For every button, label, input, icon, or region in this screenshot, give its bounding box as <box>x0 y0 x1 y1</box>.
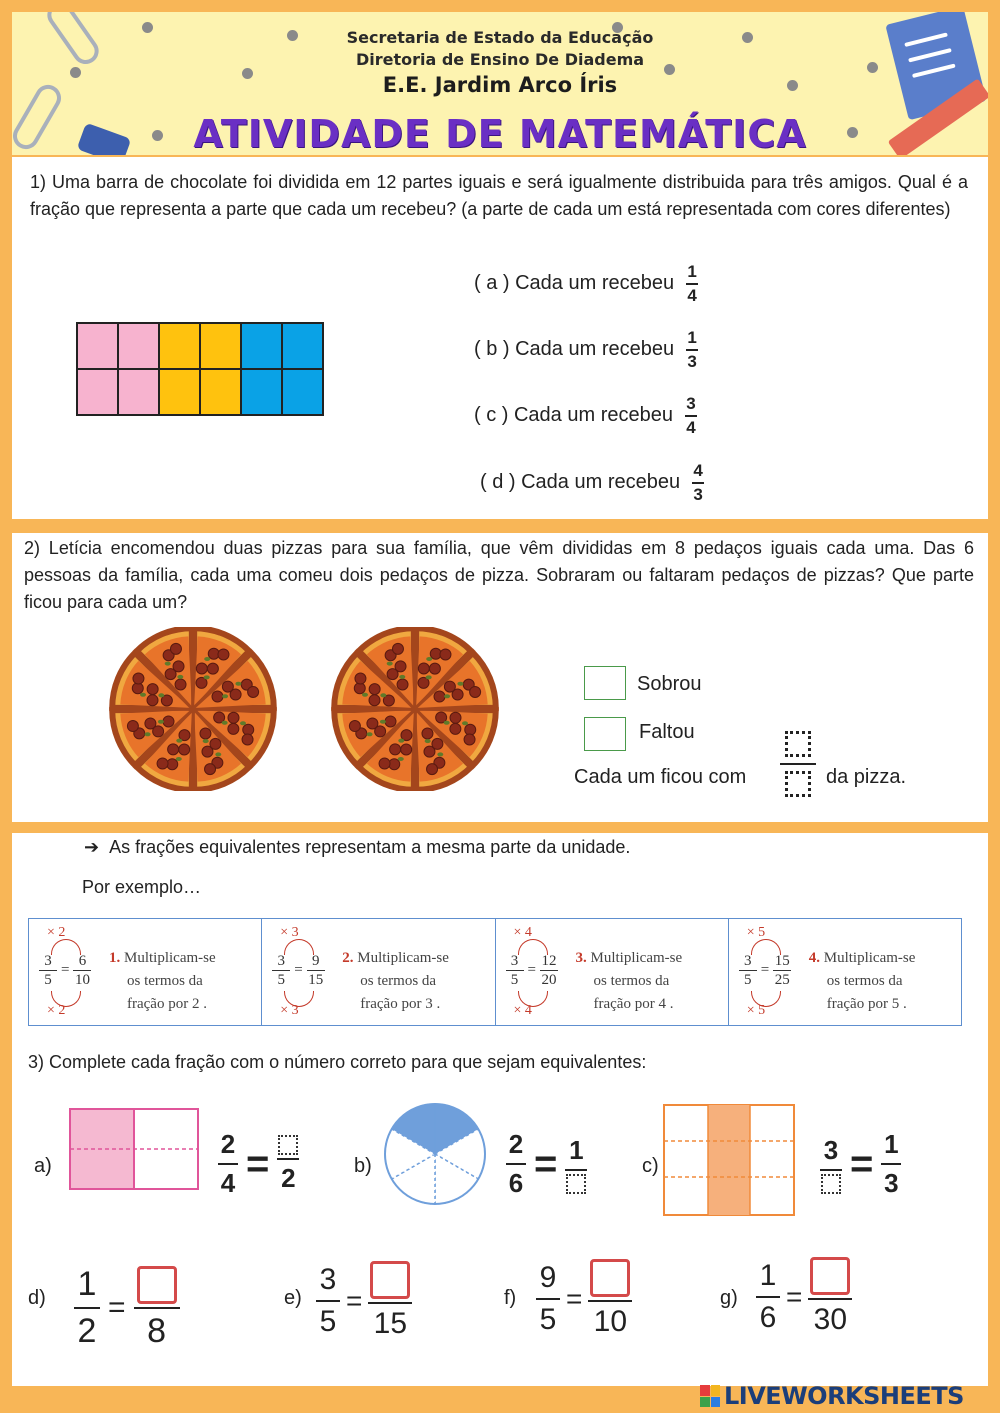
chocolate-piece <box>200 323 241 369</box>
multiplier-top: × 2 <box>47 925 66 940</box>
item-a-equation: 2 4 = 2 <box>218 1129 299 1199</box>
multiplier-bottom: × 4 <box>513 1003 532 1018</box>
option-d[interactable] <box>480 462 704 504</box>
item-d-label: d) <box>28 1287 46 1309</box>
chocolate-piece <box>282 323 323 369</box>
chocolate-piece <box>241 323 282 369</box>
multiplier-top: × 4 <box>513 925 532 940</box>
chocolate-piece <box>282 369 323 415</box>
pizza-2-image <box>320 627 510 791</box>
faltou-checkbox[interactable] <box>584 717 626 751</box>
example-equation: 3 5 = 15 25 <box>739 953 791 988</box>
option-b[interactable] <box>474 329 698 371</box>
chocolate-piece <box>159 323 200 369</box>
watermark-text: LIVEWORKSHEETS <box>724 1382 964 1410</box>
option-a-label: ( a ) Cada um recebeu <box>474 272 675 295</box>
example-cell <box>729 919 961 1025</box>
item-f-equation: 9 5 = 10 <box>536 1259 632 1339</box>
item-c-label: c) <box>642 1155 659 1177</box>
option-a-fraction: $\frac{1}{4}$ <box>687 262 697 305</box>
item-g-equation: 1 6 = 30 <box>756 1257 852 1337</box>
example-cell <box>262 919 495 1025</box>
example-description: 1. Multiplicam-se os termos da fração por 2 . <box>109 950 216 1012</box>
example-description: 3. Multiplicam-se os termos da fração por 4 . <box>575 950 683 1012</box>
multiplier-bottom: × 3 <box>280 1003 299 1018</box>
item-f-label: f) <box>504 1287 517 1309</box>
item-d-equation: 1 2 = 8 <box>74 1265 180 1351</box>
chocolate-piece <box>200 369 241 415</box>
example-equation: 3 5 = 6 10 <box>39 953 91 988</box>
example-equation: 3 5 = 9 15 <box>272 953 324 988</box>
item-e-equation: 3 5 = 15 <box>316 1261 412 1341</box>
item-c-rectangle-image <box>662 1103 798 1219</box>
item-a-answer-input[interactable] <box>278 1135 298 1155</box>
question-2-text: 2) Letícia encomendou duas pizzas para sua família, que vêm divididas em 8 pedaços iguais cada uma. Das 6 pessoas da família, cada uma comeu dois pedaços de pizza. Sobraram ou faltaram pedaços de pizzas? Que parte ficou para cada um? <box>24 538 974 612</box>
liveworksheets-watermark <box>700 1382 964 1410</box>
info-statement <box>84 837 630 858</box>
page-title: ATIVIDADE DE MATEMÁTICA <box>193 112 807 155</box>
option-c-label: ( c ) Cada um recebeu <box>474 404 673 427</box>
example-description: 4. Multiplicam-se os termos da fração por 5 . <box>808 950 916 1012</box>
question-1-text: 1) Uma barra de chocolate foi dividida em 12 partes iguais e será igualmente distribuida para três amigos. Qual é a fração que representa a parte que cada um recebeu? (a parte de cada um está representada com cores diferentes) <box>30 172 968 219</box>
header-line-2: Diretoria de Ensino De Diadema <box>355 50 645 69</box>
option-b-label: ( b ) Cada um recebeu <box>474 338 675 361</box>
sobrou-checkbox[interactable] <box>584 666 626 700</box>
example-equation: 3 5 = 12 20 <box>506 953 558 988</box>
item-b-equation: 2 6 = 1 <box>506 1129 587 1199</box>
item-c-equation: 3 = 1 3 <box>820 1129 901 1199</box>
question-2-panel <box>12 533 988 822</box>
option-a[interactable] <box>474 263 698 305</box>
question-3-panel <box>12 833 988 1386</box>
faltou-label: Faltou <box>639 721 695 743</box>
chocolate-piece <box>241 369 282 415</box>
item-g-label: g) <box>720 1287 738 1309</box>
multiplier-bottom: × 5 <box>746 1003 766 1018</box>
chocolate-piece <box>77 369 118 415</box>
option-d-fraction: $\frac{4}{3}$ <box>693 461 703 504</box>
worksheet-header <box>12 12 988 155</box>
chocolate-piece <box>118 369 159 415</box>
option-c[interactable] <box>474 395 697 437</box>
multiplier-top: × 3 <box>280 925 299 940</box>
item-g-answer-input[interactable] <box>810 1257 850 1295</box>
arrow-icon: ➔ <box>84 837 100 857</box>
item-a-label: a) <box>34 1155 52 1177</box>
item-d-answer-input[interactable] <box>137 1266 177 1304</box>
item-e-answer-input[interactable] <box>370 1261 410 1299</box>
question-1-panel <box>12 157 988 519</box>
item-f-answer-input[interactable] <box>590 1259 630 1297</box>
chocolate-bar <box>76 322 324 416</box>
answer-suffix: da pizza. <box>826 766 907 788</box>
school-name: E.E. Jardim Arco Íris <box>382 73 618 97</box>
denominator-input[interactable] <box>785 771 811 797</box>
option-c-fraction: $\frac{3}{4}$ <box>686 394 696 437</box>
header-line-1: Secretaria de Estado da Educação <box>346 28 654 47</box>
answer-prefix: Cada um ficou com <box>574 766 747 788</box>
chocolate-piece <box>77 323 118 369</box>
example-cell <box>29 919 262 1025</box>
liveworksheets-logo-icon <box>700 1385 720 1407</box>
example-description: 2. Multiplicam-se os termos da fração por 3 . <box>342 950 449 1012</box>
item-e-label: e) <box>284 1287 302 1309</box>
item-a-rectangle-image <box>68 1105 208 1203</box>
item-b-label: b) <box>354 1155 372 1177</box>
multiplier-top: × 5 <box>746 925 766 940</box>
chocolate-piece <box>159 369 200 415</box>
multiplier-bottom: × 2 <box>47 1003 66 1018</box>
numerator-input[interactable] <box>785 731 811 757</box>
option-b-fraction: $\frac{1}{3}$ <box>687 328 697 371</box>
chocolate-piece <box>118 323 159 369</box>
question-3-text: 3) Complete cada fração com o número correto para que sejam equivalentes: <box>28 1052 647 1072</box>
example-label: Por exemplo… <box>82 877 202 897</box>
examples-table <box>28 918 962 1026</box>
pizza-1-image <box>98 627 288 791</box>
sobrou-label: Sobrou <box>637 673 702 695</box>
item-c-answer-input[interactable] <box>821 1174 841 1194</box>
answer-fraction <box>780 731 816 797</box>
item-b-answer-input[interactable] <box>566 1174 586 1194</box>
option-d-label: ( d ) Cada um recebeu <box>480 471 681 494</box>
example-cell <box>496 919 729 1025</box>
info-text: As frações equivalentes representam a mesma parte da unidade. <box>109 837 631 857</box>
item-b-circle-image <box>382 1101 488 1207</box>
